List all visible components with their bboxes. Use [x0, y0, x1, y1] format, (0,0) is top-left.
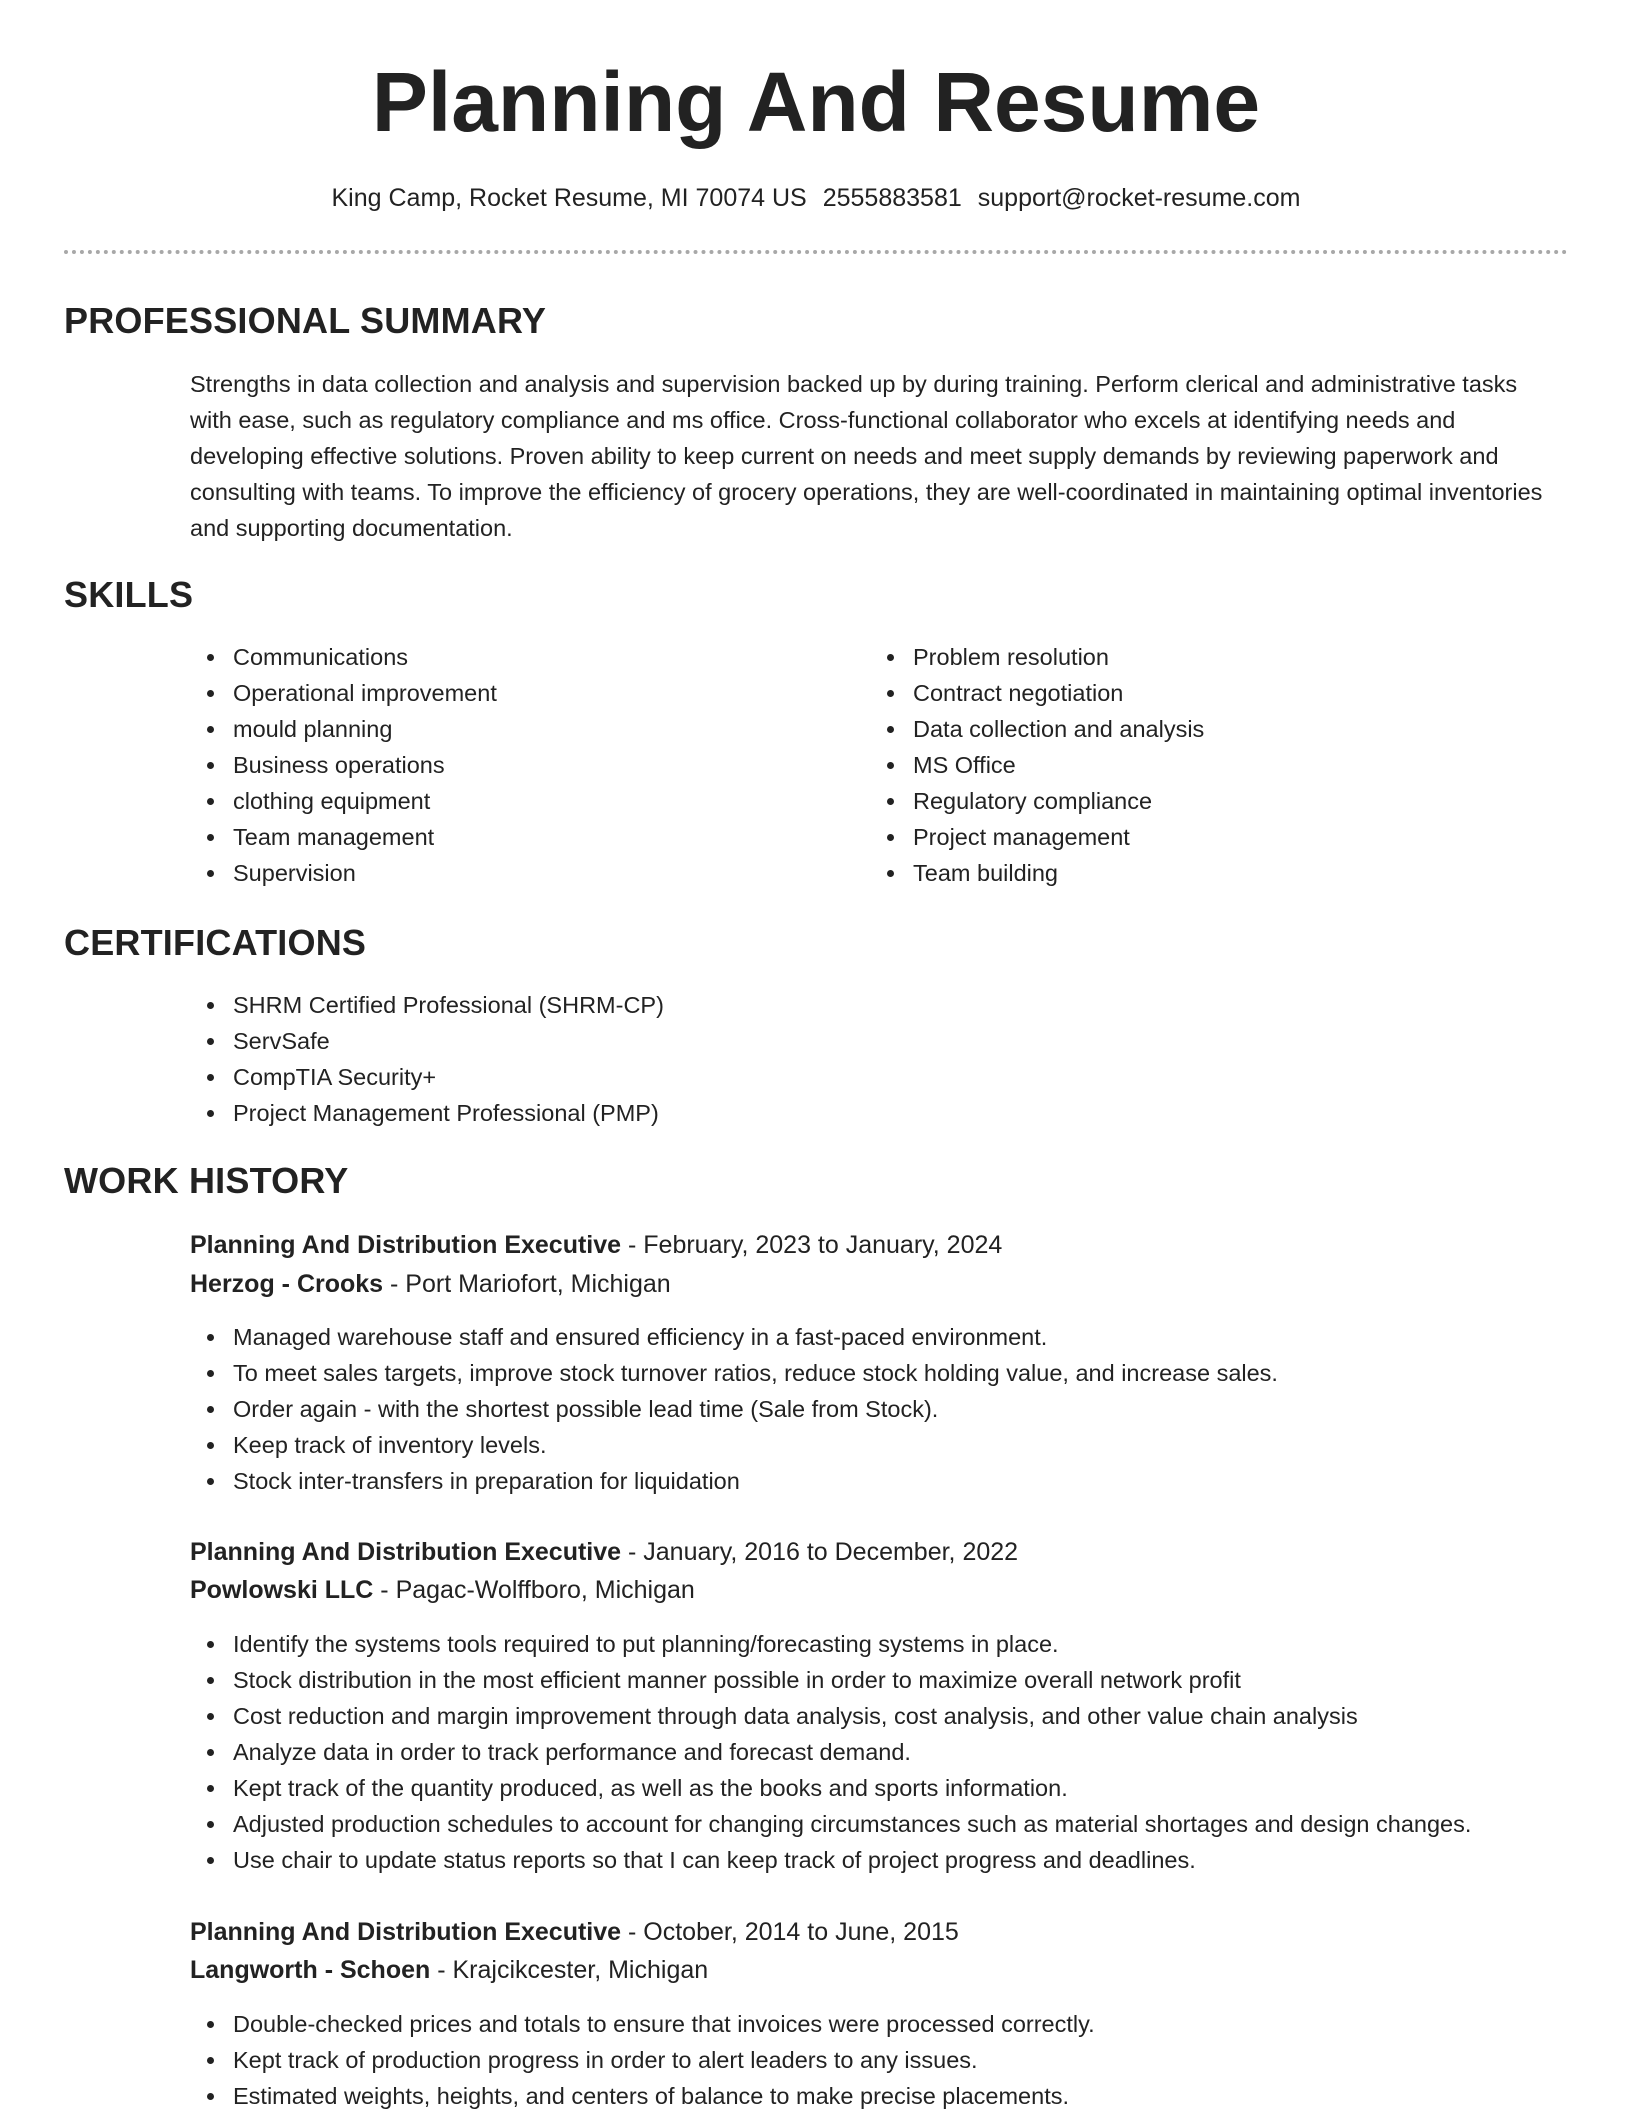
- job-bullet: Adjusted production schedules to account for changing circumstances such as material shortages and design changes.: [233, 1806, 1471, 1842]
- skills-heading: SKILLS: [64, 574, 194, 615]
- job-bullet: Kept track of production progress in order to alert leaders to any issues.: [233, 2042, 1095, 2078]
- job-dates: - January, 2016 to December, 2022: [621, 1538, 1019, 1566]
- contact-line: [0, 180, 1632, 216]
- job-bullet: Cost reduction and margin improvement through data analysis, cost analysis, and other value chain analysis: [233, 1698, 1471, 1734]
- certifications-heading: CERTIFICATIONS: [64, 922, 367, 963]
- job-bullets: [189, 1319, 1278, 1499]
- job-location: - Krajcikcester, Michigan: [430, 1956, 709, 1984]
- certification-item: ServSafe: [233, 1023, 664, 1059]
- job-company: Powlowski LLC: [190, 1576, 374, 1604]
- summary-text: Strengths in data collection and analysis and supervision backed up by during training. Perform clerical and administrative tasks with ease, such as regulatory compliance and ms office. Cross-functional collaborator who excels at identifying needs and developing effective solutions. Proven ability to keep current on needs and meet supply demands by reviewing paperwork and consulting with teams. To improve the efficiency of grocery operations, they are well-coordinated in maintaining optimal inventories and supporting documentation.: [190, 371, 1543, 541]
- certifications-list: [189, 987, 664, 1131]
- job-bullet: Order again - with the shortest possible lead time (Sale from Stock).: [233, 1391, 1278, 1427]
- skill-item: Contract negotiation: [913, 675, 1204, 711]
- summary-heading: PROFESSIONAL SUMMARY: [64, 300, 547, 341]
- job-company: Langworth - Schoen: [190, 1956, 431, 1984]
- skill-item: Team management: [233, 819, 497, 855]
- job-bullet: Use chair to update status reports so that I can keep track of project progress and deadlines.: [233, 1842, 1471, 1878]
- job-bullet: Keep track of inventory levels.: [233, 1427, 1278, 1463]
- skill-item: Data collection and analysis: [913, 711, 1204, 747]
- job-company-line: [190, 1951, 708, 1989]
- resume-name: Planning And Resume: [371, 55, 1261, 149]
- work-history-heading: WORK HISTORY: [64, 1160, 349, 1201]
- job-bullet: Identify the systems tools required to put planning/forecasting systems in place.: [233, 1626, 1471, 1662]
- skill-item: Team building: [913, 855, 1204, 891]
- skill-item: Project management: [913, 819, 1204, 855]
- certification-item: SHRM Certified Professional (SHRM-CP): [233, 987, 664, 1023]
- skill-item: Regulatory compliance: [913, 783, 1204, 819]
- job-title: Planning And Distribution Executive: [190, 1538, 622, 1566]
- contact-address: King Camp, Rocket Resume, MI 70074 US: [331, 184, 807, 212]
- skill-item: Supervision: [233, 855, 497, 891]
- job-bullets: [189, 1626, 1471, 1878]
- job-location: - Pagac-Wolffboro, Michigan: [373, 1576, 695, 1604]
- job-bullet: Kept track of the quantity produced, as well as the books and sports information.: [233, 1770, 1471, 1806]
- skill-item: MS Office: [913, 747, 1204, 783]
- skill-item: Communications: [233, 639, 497, 675]
- contact-email: support@rocket-resume.com: [977, 184, 1301, 212]
- skills-list-right: [869, 639, 1204, 891]
- header-divider: [64, 250, 1568, 254]
- job-location: - Port Mariofort, Michigan: [383, 1270, 671, 1298]
- job-company-line: [190, 1571, 695, 1609]
- job-bullet: Managed warehouse staff and ensured efficiency in a fast-paced environment.: [233, 1319, 1278, 1355]
- certification-item: Project Management Professional (PMP): [233, 1095, 664, 1131]
- skill-item: clothing equipment: [233, 783, 497, 819]
- job-company: Herzog - Crooks: [190, 1270, 384, 1298]
- job-title-line: [190, 1226, 1002, 1264]
- job-dates: - October, 2014 to June, 2015: [621, 1918, 959, 1946]
- job-bullet: Analyze data in order to track performance and forecast demand.: [233, 1734, 1471, 1770]
- job-company-line: [190, 1265, 671, 1303]
- job-bullet: Stock inter-transfers in preparation for liquidation: [233, 1463, 1278, 1499]
- contact-phone: 2555883581: [822, 184, 962, 212]
- job-bullets: [189, 2006, 1095, 2114]
- skill-item: Problem resolution: [913, 639, 1204, 675]
- job-title: Planning And Distribution Executive: [190, 1918, 622, 1946]
- job-title: Planning And Distribution Executive: [190, 1231, 622, 1259]
- skill-item: Business operations: [233, 747, 497, 783]
- skills-list-left: [189, 639, 497, 891]
- job-bullet: To meet sales targets, improve stock turnover ratios, reduce stock holding value, and increase sales.: [233, 1355, 1278, 1391]
- job-dates: - February, 2023 to January, 2024: [621, 1231, 1003, 1259]
- job-bullet: Stock distribution in the most efficient manner possible in order to maximize overall network profit: [233, 1662, 1471, 1698]
- job-title-line: [190, 1533, 1018, 1571]
- job-title-line: [190, 1913, 959, 1951]
- skill-item: Operational improvement: [233, 675, 497, 711]
- certification-item: CompTIA Security+: [233, 1059, 664, 1095]
- job-bullet: Double-checked prices and totals to ensure that invoices were processed correctly.: [233, 2006, 1095, 2042]
- skill-item: mould planning: [233, 711, 497, 747]
- job-bullet: Estimated weights, heights, and centers of balance to make precise placements.: [233, 2078, 1095, 2114]
